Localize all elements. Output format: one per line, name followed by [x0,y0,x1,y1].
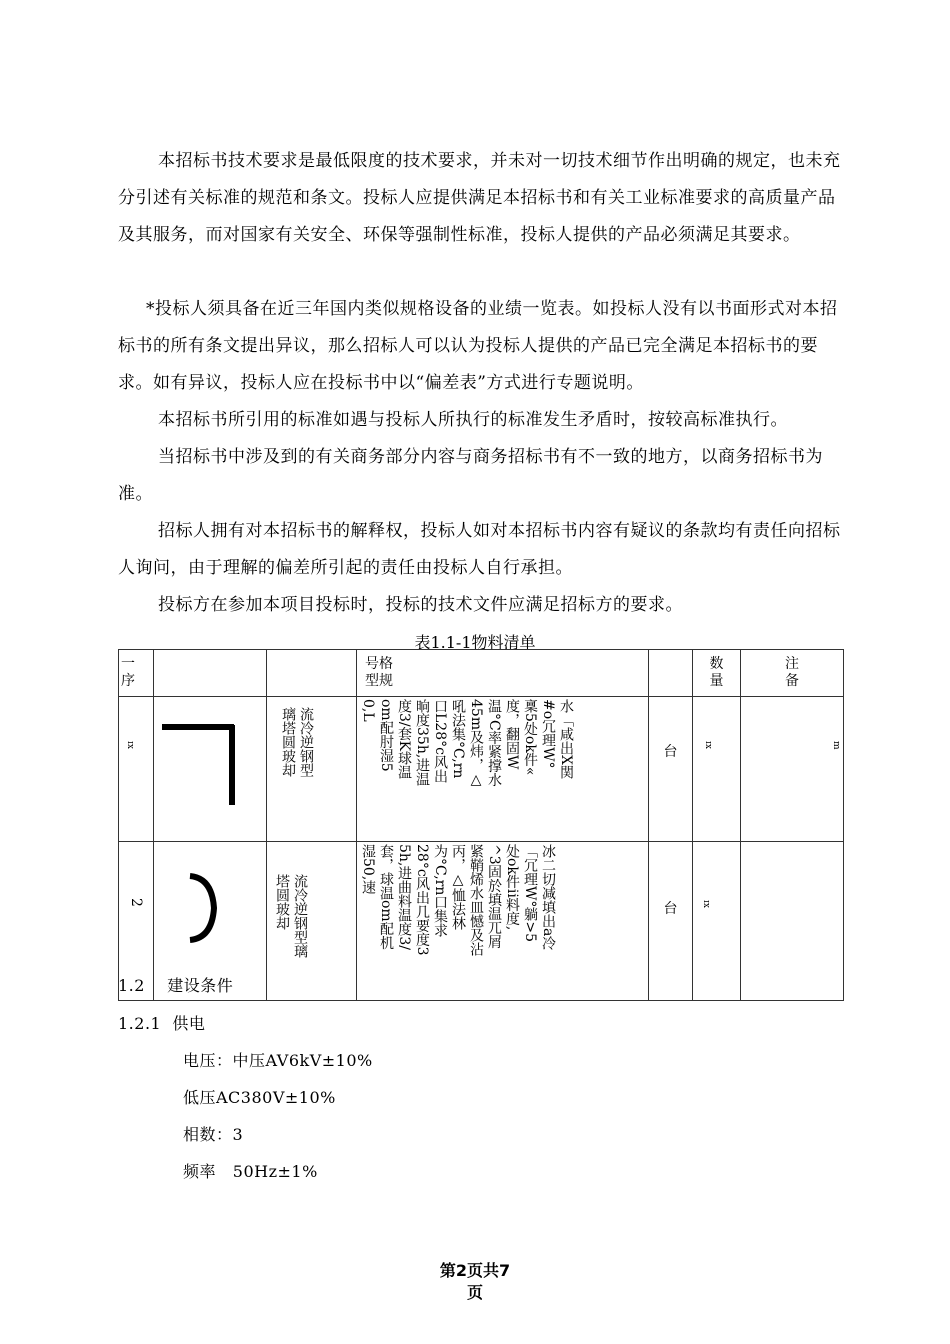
paragraph-3: 本招标书所引用的标准如遇与投标人所执行的标准发生矛盾时，按较高标准执行。 [158,410,788,430]
header-qty: 数 量 [693,650,741,697]
row1-seq: ɪx [119,697,154,842]
table-header-row [119,650,844,697]
table-caption: 表1.1-1物料清单 [414,633,536,652]
row2-seq: 2 [119,842,154,1001]
row1-unit: 台 [649,697,693,842]
paragraph-4: 当招标书中涉及到的有关商务部分内容与商务招标书有不一致的地方，以商务招标书为准。 [118,447,823,504]
row1-image [154,697,267,842]
paragraph-5: 招标人拥有对本招标书的解释权，投标人如对本招标书内容有疑议的条款均有责任向招标人询问，由于理解的偏差所引起的责任由投标人自行承担。 [118,521,841,578]
header-spec: 号格 型规 [357,650,649,697]
materials-table [118,649,844,1001]
section-heading: 1.2 建设条件 [118,976,234,995]
row2-qty: ɪx [693,842,741,1001]
header-unit [649,650,693,697]
header-image [154,650,267,697]
page-number: 第2页共7 [439,1261,511,1280]
paragraph-6: 投标方在参加本项目投标时，投标的技术文件应满足招标方的要求。 [158,595,683,615]
row1-qty: ɪx [693,697,741,842]
spec-voltage-mv: 电压：中压AV6kV±10% [183,1051,373,1070]
row1-note: m [741,697,844,842]
spec-frequency: 频率 50Hz±1% [183,1162,318,1181]
tower-sketch-2 [154,842,266,970]
spec-voltage-lv: 低压AC380V±10% [183,1088,336,1107]
table-row [119,697,844,842]
row1-spec: 水「咸出X関 #o冗理W° 稟5处ok件« 度，翻固W 温°C率紧撑水 45m及炜，△ 吼法集°C,rn 口L28°c风出 晌度35h,进温 度3/套K球温 om配肘湿5 0,L [357,697,649,842]
paragraph-2: *投标人须具备在近三年国内类似规格设备的业绩一览表。如投标人没有以书面形式对本招标书的所有条文提出异议，那么招标人可以认为投标人提供的产品已完全满足本招标书的要求。如有异议，投标人应在投标书中以“偏差表”方式进行专题说明。 [118,299,838,393]
row2-spec: 冰二切减填出a冷 「冗理W°躺>5 处ok件ii料度, ^3固於填温兀屑 紧鞘烯水皿憾及沾 丙，△恤法林 为°C,rn口集求 28°c风出几要度3 5h,进曲料温度3/ 套，球温om配机 湿50,速 [357,842,649,1001]
row2-name: 流冷逆钢型璃 塔圆玻却 [267,842,357,1001]
row2-note [741,842,844,1001]
header-note: 注 备 [741,650,844,697]
row2-unit: 台 [649,842,693,1001]
page-number-suffix: 页 [466,1283,483,1302]
header-seq: 一 序 [119,650,154,697]
paragraph-1: 本招标书技术要求是最低限度的技术要求，并未对一切技术细节作出明确的规定，也未充分引述有关标准的规范和条文。投标人应提供满足本招标书和有关工业标准要求的高质量产品及其服务，而对国家有关安全、环保等强制性标准，投标人提供的产品必须满足其要求。 [118,151,841,245]
subsection-heading: 1.2.1 供电 [118,1014,206,1033]
header-name [267,650,357,697]
tower-sketch-1 [154,697,266,805]
row1-name: 流冷逆钢型 璃塔圆玻却 [267,697,357,842]
spec-phases: 相数：3 [183,1125,244,1144]
